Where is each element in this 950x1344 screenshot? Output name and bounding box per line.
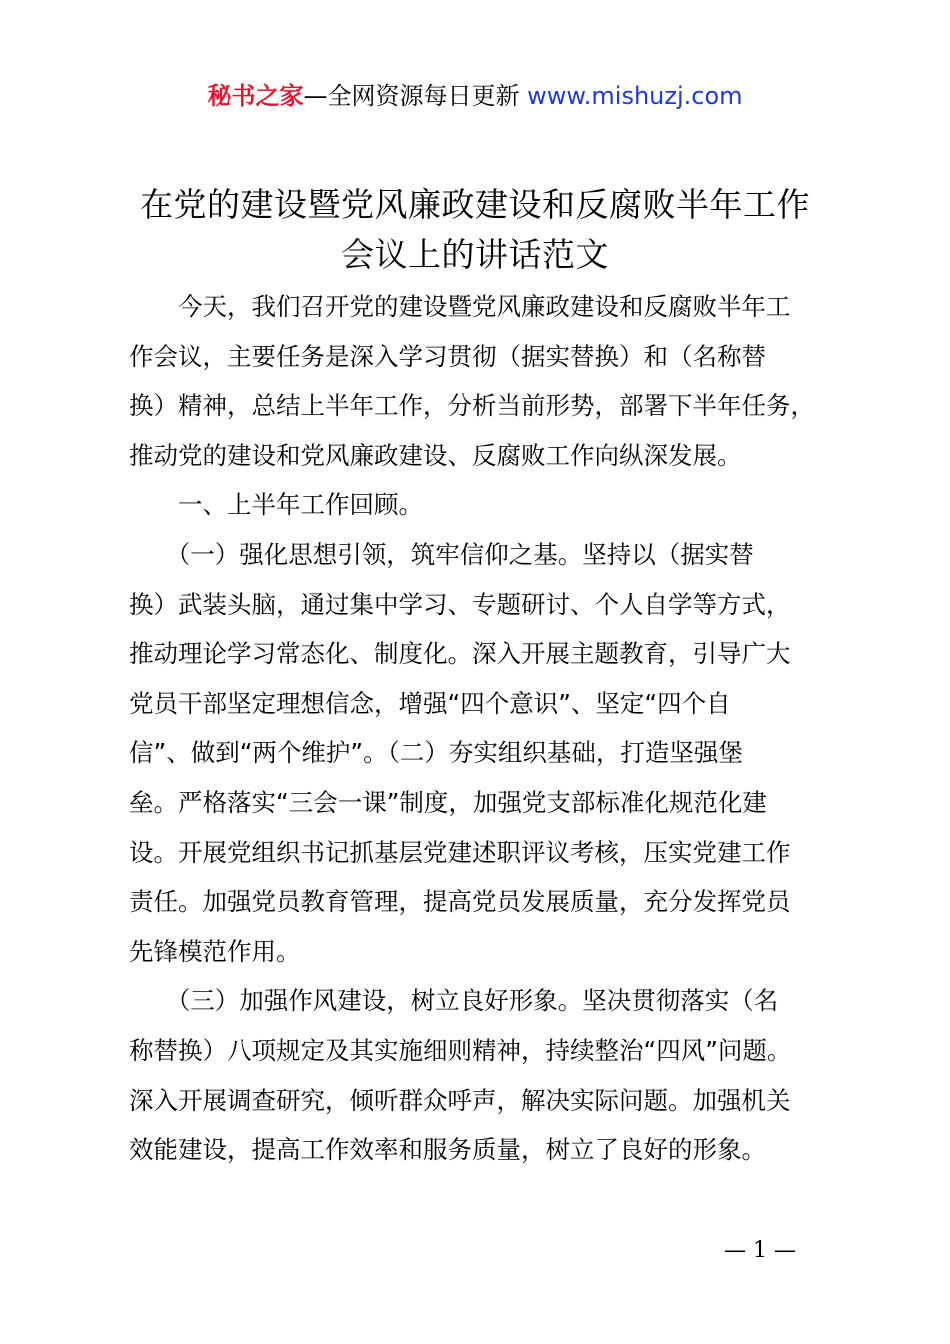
page-number: — 1 — <box>724 1238 796 1263</box>
site-url[interactable]: www.mishuzj.com <box>527 82 743 110</box>
title-line-1: 在党的建设暨党风廉政建设和反腐败半年工作 <box>140 185 810 224</box>
body-line: 先锋模范作用。 <box>129 936 301 966</box>
body-line: （三）加强作风建设，树立良好形象。坚决贯彻落实（名 <box>129 986 779 1016</box>
brand-name: 秘书之家 <box>207 82 304 110</box>
body-line: 垒。严格落实“三会一课”制度，加强党支部标准化规范化建 <box>129 787 767 817</box>
body-line: 责任。加强党员教育管理，提高党员发展质量，充分发挥党员 <box>129 887 791 917</box>
document-title <box>100 180 850 280</box>
body-line: （一）强化思想引领，筑牢信仰之基。坚持以（据实替 <box>129 539 754 569</box>
body-line: 深入开展调查研究，倾听群众呼声，解决实际问题。加强机关 <box>129 1085 791 1115</box>
body-line: 效能建设，提高工作效率和服务质量，树立了良好的形象。 <box>129 1135 766 1165</box>
body-line: 作会议，主要任务是深入学习贯彻（据实替换）和（名称替 <box>129 341 766 371</box>
body-line: 信”、做到“两个维护”。（二）夯实组织基础，打造坚强堡 <box>129 738 743 768</box>
body-line: 推动理论学习常态化、制度化。深入开展主题教育，引导广大 <box>129 639 791 669</box>
document-body <box>129 282 864 1175</box>
body-line: 设。开展党组织书记抓基层党建述职评议考核，压实党建工作 <box>129 837 791 867</box>
body-line: 推动党的建设和党风廉政建设、反腐败工作向纵深发展。 <box>129 440 742 470</box>
body-line: 党员干部坚定理想信念，增强“四个意识”、坚定“四个自 <box>129 688 731 718</box>
title-line-2: 会议上的讲话范文 <box>341 235 609 274</box>
body-line: 换）武装头脑，通过集中学习、专题研讨、个人自学等方式， <box>129 589 791 619</box>
body-line: 今天，我们召开党的建设暨党风廉政建设和反腐败半年工 <box>129 292 791 321</box>
header-tagline: —全网资源每日更新 <box>303 82 528 110</box>
site-header <box>0 78 950 114</box>
body-line: 换）精神，总结上半年工作，分析当前形势，部署下半年任务， <box>129 391 815 421</box>
section-heading: 一、上半年工作回顾。 <box>129 490 423 520</box>
body-line: 称替换）八项规定及其实施细则精神，持续整治“四风”问题。 <box>129 1035 792 1065</box>
